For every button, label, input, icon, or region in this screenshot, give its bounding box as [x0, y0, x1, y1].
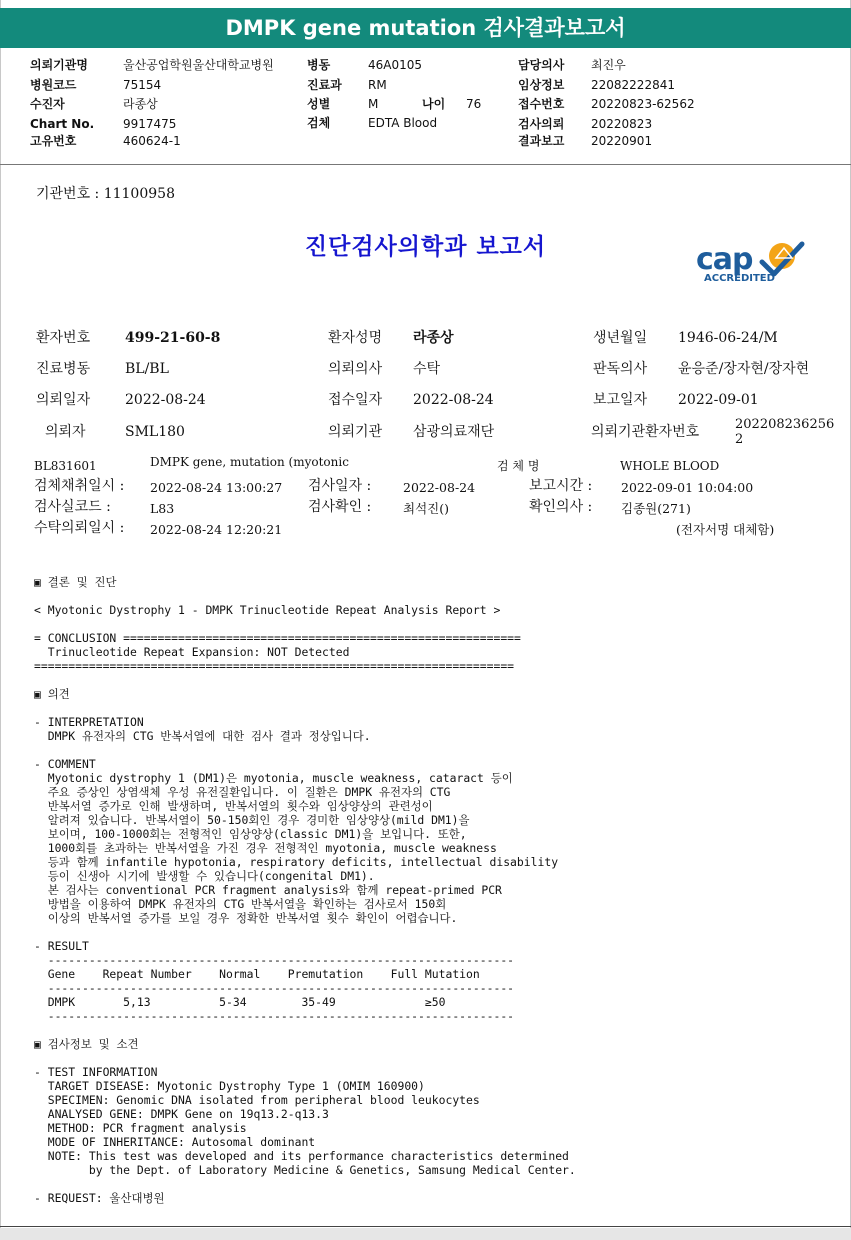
hdr-value: 울산공업학원울산대학교병원 — [123, 58, 274, 72]
hdr-value: 75154 — [123, 78, 162, 92]
patient-label: 판독의사 — [593, 361, 648, 377]
hdr-value: M — [368, 97, 379, 111]
hdr-value: 20220823 — [591, 117, 653, 131]
report-line: -------------------------------------------------------------------- — [34, 981, 515, 995]
report-line: SPECIMEN: Genomic DNA isolated from peripheral blood leukocytes — [34, 1093, 480, 1107]
report-line: < Myotonic Dystrophy 1 - DMPK Trinucleotide Repeat Analysis Report > — [34, 603, 501, 617]
hdr-label: 진료과 — [307, 78, 342, 92]
patient-label: 의뢰자 — [45, 424, 86, 440]
patient-label: 보고일자 — [593, 392, 648, 408]
report-line: - INTERPRETATION — [34, 715, 144, 729]
patient-label: 접수일자 — [328, 392, 383, 408]
cap-accredited-logo — [696, 236, 812, 292]
report-line: METHOD: PCR fragment analysis — [34, 1121, 247, 1135]
hdr-label: 검체 — [307, 116, 331, 130]
patient-birthdate: 1946-06-24/M — [678, 330, 778, 346]
patient-value: 윤응준/장자현/장자현 — [678, 361, 810, 377]
patient-value: 수탁 — [413, 361, 441, 377]
report-line: - REQUEST: 울산대병원 — [34, 1191, 165, 1205]
report-line: ====================================================================== — [34, 659, 515, 673]
hdr-label: 고유번호 — [30, 134, 77, 148]
hdr-value: 라종상 — [123, 97, 158, 111]
report-body — [34, 575, 576, 1205]
specimen-value: WHOLE BLOOD — [620, 459, 720, 473]
hdr-value: 76 — [466, 97, 482, 111]
report-line: 방법을 이용하여 DMPK 유전자의 CTG 반복서열을 확인하는 검사로서 150회 — [34, 897, 447, 911]
specimen-label: 확인의사 : — [529, 499, 593, 515]
hdr-label: 검사의뢰 — [518, 117, 565, 131]
report-line: Gene Repeat Number Normal Premutation Full Mutation — [34, 967, 480, 981]
hdr-value: 46A0105 — [368, 58, 423, 72]
report-line — [34, 925, 576, 939]
hdr-label: 접수번호 — [518, 97, 565, 111]
report-line — [34, 743, 576, 757]
specimen-label: 검사확인 : — [308, 499, 372, 515]
report-line: - RESULT — [34, 939, 89, 953]
specimen-label: 검 체 명 — [497, 459, 540, 473]
report-line: TARGET DISEASE: Myotonic Dystrophy Type 1 (OMIM 160900) — [34, 1079, 425, 1093]
specimen-label: 검사일자 : — [308, 478, 372, 494]
report-line — [34, 1051, 576, 1065]
report-line — [34, 1177, 576, 1191]
report-line: ▣ 의견 — [34, 687, 70, 701]
report-line: 보이며, 100-1000회는 전형적인 임상양상(classic DM1)을 보입니다. 또한, — [34, 827, 467, 841]
patient-label: 생년월일 — [593, 330, 648, 346]
patient-label: 환자성명 — [328, 330, 383, 346]
header-divider — [0, 164, 851, 165]
report-line: 등이 신생아 시기에 발생할 수 있습니다(congenital DM1). — [34, 869, 375, 883]
hdr-value: 최진우 — [591, 58, 626, 72]
patient-value: BL/BL — [125, 361, 169, 377]
report-line: - COMMENT — [34, 757, 96, 771]
patient-name: 라종상 — [413, 330, 454, 346]
report-line: DMPK 유전자의 CTG 반복서열에 대한 검사 결과 정상입니다. — [34, 729, 371, 743]
patient-label: 환자번호 — [36, 330, 91, 346]
report-line: 반복서열 증가로 인해 발생하며, 반복서열의 횟수와 임상양상의 관련성이 — [34, 799, 433, 813]
hdr-value: 9917475 — [123, 117, 177, 131]
footer-band — [0, 1228, 851, 1240]
specimen-value: L83 — [150, 501, 175, 516]
specimen-value: 2022-08-24 13:00:27 — [150, 480, 283, 495]
report-line: 1000회를 초과하는 반복서열을 가진 경우 전형적인 myotonia, muscle weakness — [34, 841, 497, 855]
patient-value: 202208236256 — [735, 417, 835, 432]
hdr-label: 임상정보 — [518, 78, 565, 92]
report-line — [34, 673, 576, 687]
report-line — [34, 1023, 576, 1037]
patient-value: SML180 — [125, 424, 185, 440]
test-name: DMPK gene, mutation (myotonic — [150, 455, 349, 469]
report-line: 이상의 반복서열 증가를 보일 경우 정확한 반복서열 횟수 확인이 어렵습니다. — [34, 911, 458, 925]
hdr-label: 성별 — [307, 97, 331, 111]
report-line — [34, 617, 576, 631]
patient-value: 2022-08-24 — [125, 392, 206, 408]
report-line: 본 검사는 conventional PCR fragment analysis와 함께 repeat-primed PCR — [34, 883, 502, 897]
report-line: NOTE: This test was developed and its performance characteristics determined — [34, 1149, 569, 1163]
report-line — [34, 701, 576, 715]
patient-value: 2 — [735, 432, 744, 447]
specimen-label: 검사실코드 : — [34, 499, 111, 515]
report-line: MODE OF INHERITANCE: Autosomal dominant — [34, 1135, 316, 1149]
institution-number: 기관번호 : 11100958 — [36, 186, 175, 202]
report-title: 진단검사의학과 보고서 — [304, 233, 547, 260]
specimen-label: 보고시간 : — [529, 478, 593, 494]
report-line: Myotonic dystrophy 1 (DM1)은 myotonia, muscle weakness, cataract 등이 — [34, 771, 513, 785]
hdr-label: Chart No. — [30, 117, 95, 131]
hdr-value: 22082222841 — [591, 78, 675, 92]
hdr-label: 나이 — [422, 97, 446, 111]
report-line: DMPK 5,13 5-34 35-49 ≥50 — [34, 995, 446, 1009]
report-line — [34, 589, 576, 603]
footer-divider — [0, 1226, 851, 1227]
report-line: - TEST INFORMATION — [34, 1065, 158, 1079]
specimen-value: 2022-08-24 12:20:21 — [150, 522, 283, 537]
patient-label: 의뢰의사 — [328, 361, 383, 377]
report-header-title: DMPK gene mutation 검사결과보고서 — [0, 8, 851, 48]
specimen-value: 최석진() — [403, 501, 449, 516]
esign-note: (전자서명 대체함) — [676, 522, 775, 537]
patient-value: 2022-09-01 — [678, 392, 759, 408]
report-line: ANALYSED GENE: DMPK Gene on 19q13.2-q13.3 — [34, 1107, 329, 1121]
specimen-label: 검체채취일시 : — [34, 478, 125, 494]
hdr-value: 20220901 — [591, 134, 653, 148]
hdr-label: 수진자 — [30, 97, 65, 111]
hdr-label: 병동 — [307, 58, 331, 72]
patient-id: 499-21-60-8 — [125, 330, 221, 346]
hdr-label: 결과보고 — [518, 134, 565, 148]
specimen-value: 2022-08-24 — [403, 480, 476, 495]
hdr-label: 병원코드 — [30, 78, 77, 92]
specimen-code: BL831601 — [34, 459, 97, 473]
cap-logo-subtext: ACCREDITED — [704, 273, 775, 284]
hdr-value: EDTA Blood — [368, 116, 438, 130]
cap-logo-text: cap — [696, 242, 753, 277]
patient-label: 의뢰기관환자번호 — [591, 424, 700, 440]
report-line: 알려져 있습니다. 반복서열이 50-150회인 경우 경미한 임상양상(mild DM1)을 — [34, 813, 470, 827]
patient-value: 삼광의료재단 — [413, 424, 495, 440]
report-line: ▣ 결론 및 진단 — [34, 575, 117, 589]
specimen-value: 김종원(271) — [621, 501, 691, 516]
report-line: ▣ 검사정보 및 소견 — [34, 1037, 139, 1051]
hdr-value: RM — [368, 78, 387, 92]
hdr-value: 20220823-62562 — [591, 97, 695, 111]
patient-label: 의뢰기관 — [328, 424, 383, 440]
specimen-label: 수탁의뢰일시 : — [34, 520, 125, 536]
report-line: by the Dept. of Laboratory Medicine & Genetics, Samsung Medical Center. — [34, 1163, 576, 1177]
hdr-value: 460624-1 — [123, 134, 181, 148]
patient-value: 2022-08-24 — [413, 392, 494, 408]
hdr-label: 의뢰기관명 — [30, 58, 88, 72]
specimen-value: 2022-09-01 10:04:00 — [621, 480, 754, 495]
report-line: -------------------------------------------------------------------- — [34, 953, 515, 967]
report-line: Trinucleotide Repeat Expansion: NOT Detected — [34, 645, 350, 659]
patient-label: 의뢰일자 — [36, 392, 91, 408]
hdr-label: 담당의사 — [518, 58, 565, 72]
report-line: -------------------------------------------------------------------- — [34, 1009, 515, 1023]
patient-label: 진료병동 — [36, 361, 91, 377]
report-line: 등과 함께 infantile hypotonia, respiratory deficits, intellectual disability — [34, 855, 559, 869]
report-line: 주요 증상인 상염색체 우성 유전질환입니다. 이 질환은 DMPK 유전자의 CTG — [34, 785, 451, 799]
report-line: = CONCLUSION ========================================================== — [34, 631, 521, 645]
